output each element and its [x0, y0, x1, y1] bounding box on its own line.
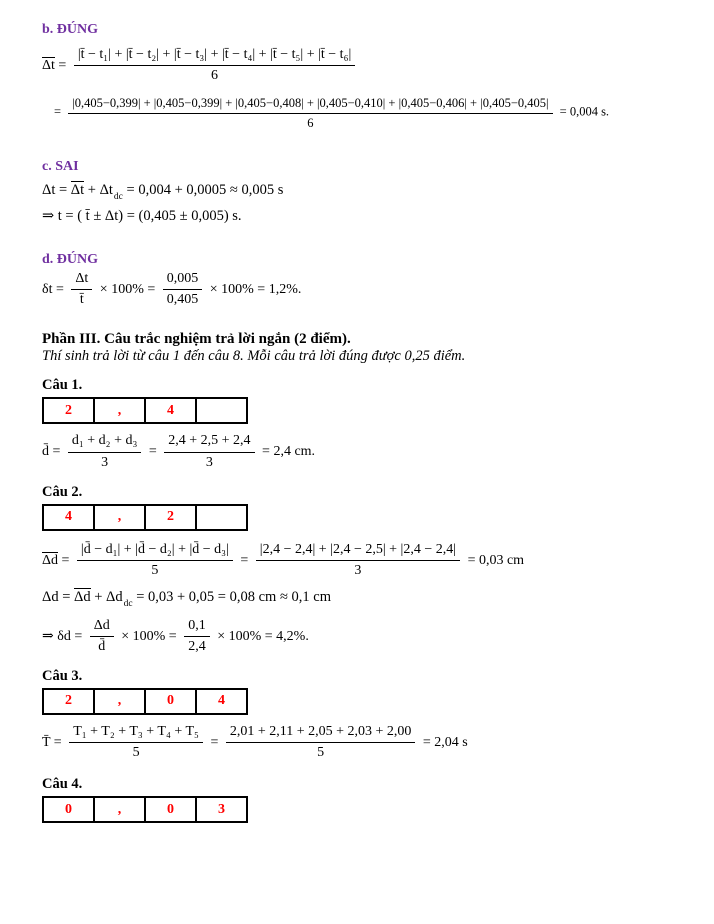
fraction-denominator: 3 [354, 563, 362, 578]
formula-result: = 0,03 cm [467, 552, 525, 568]
fraction-numerator: |d̄ − d₁| + |d̄ − d₂| + |d̄ − d₃| [77, 541, 233, 561]
answer-cell: , [93, 796, 146, 823]
delta-d-equals: ⇒ δd = [42, 628, 83, 644]
q1-answer-box [42, 397, 704, 424]
d-mean-equals: d̄ = [42, 444, 61, 460]
section-d-heading: d. ĐÚNG [42, 252, 99, 268]
fraction-denominator: 6 [307, 115, 314, 130]
q3-answer-box [42, 688, 704, 715]
dt-mean-symbol: Δt [42, 57, 55, 73]
section-c-heading: c. SAI [42, 158, 79, 174]
formula-result: × 100% = 4,2%. [217, 628, 309, 644]
dt-equals: Δt = [42, 181, 71, 198]
answer-cell: 4 [144, 397, 197, 424]
formula-d-mean [42, 432, 704, 471]
formula-dd-mean [42, 541, 704, 580]
fraction-denominator: 6 [211, 68, 219, 84]
fraction-denominator: d̄ [98, 638, 106, 654]
instrument-subscript: dc [123, 599, 133, 610]
answer-cell: , [93, 688, 146, 715]
fraction-denominator: 5 [151, 563, 159, 578]
answer-cell: 4 [42, 504, 95, 531]
answer-cell [195, 397, 248, 424]
fraction-denominator: 0,405 [166, 292, 199, 308]
answer-cell: 2 [42, 397, 95, 424]
fraction-symbolic [68, 432, 141, 471]
q2-answer-box [42, 504, 704, 531]
answer-cell: 2 [144, 504, 197, 531]
plus-dd-instrument: + Δd [90, 589, 123, 606]
fraction-denominator: 3 [101, 454, 109, 470]
plus-dt-instrument: + Δt [84, 181, 113, 198]
formula-dt-total [42, 181, 704, 203]
fraction-numerator: d₁ + d₂ + d₃ [68, 432, 141, 452]
dd-mean-symbol: Δd [74, 589, 91, 606]
formula-dt-mean-definition [42, 46, 704, 85]
dt-mean-symbol: Δt [70, 181, 85, 198]
fraction-numeric [184, 617, 210, 656]
fraction-numerator: 0,1 [184, 617, 210, 637]
fraction-numerator: Δd [90, 617, 114, 637]
fraction-numeric [68, 95, 552, 131]
fraction-numeric [163, 270, 203, 309]
answer-cell: 0 [42, 796, 95, 823]
formula-dt-mean-values [54, 95, 704, 131]
formula-result: = 0,004 s. [559, 105, 610, 119]
equals-sign: = [240, 552, 249, 568]
instrument-subscript: dc [113, 191, 123, 202]
formula-result: = 2,04 s [422, 734, 468, 750]
fraction-symbolic [77, 541, 233, 580]
formula-result: × 100% = 1,2%. [209, 281, 302, 297]
formula-dd-total [42, 588, 704, 610]
q2-label: Câu 2. [42, 483, 83, 500]
times-100-equals: × 100% = [99, 281, 156, 297]
part3-instruction: Thí sinh trả lời từ câu 1 đến câu 8. Mỗi câu trả lời đúng được 0,25 điểm. [42, 348, 466, 365]
answer-cell: , [93, 397, 146, 424]
fraction-symbolic [71, 270, 92, 309]
formula-result: = 2,4 cm. [262, 444, 316, 460]
fraction-symbolic [74, 46, 355, 85]
delta-t-equals: δt = [42, 281, 64, 297]
fraction-numerator: 0,005 [163, 270, 203, 290]
fraction-numerator: 2,4 + 2,5 + 2,4 [164, 432, 254, 452]
answer-cell: , [93, 504, 146, 531]
answer-cell: 0 [144, 796, 197, 823]
fraction-denominator: 5 [132, 745, 140, 761]
formula-T-mean [42, 723, 704, 762]
T-mean-equals: T̄ = [42, 734, 62, 750]
equals-sign: = [54, 105, 62, 119]
q3-label: Câu 3. [42, 667, 83, 684]
fraction-numerator: T₁ + T₂ + T₃ + T₄ + T₅ [69, 723, 203, 743]
fraction-numerator: 2,01 + 2,11 + 2,05 + 2,03 + 2,00 [226, 723, 416, 743]
answer-cell [195, 504, 248, 531]
fraction-symbolic [90, 617, 114, 656]
q4-answer-box [42, 796, 704, 823]
fraction-numerator: |0,405−0,399| + |0,405−0,399| + |0,405−0,408| + |0,405−0,410| + |0,405−0,406| + |0,405−0,405| [68, 95, 552, 113]
fraction-symbolic [69, 723, 203, 762]
fraction-numeric [226, 723, 416, 762]
dd-equals: Δd = [42, 589, 75, 606]
formula-t-result: ⇒ t = ( t̄ ± Δt) = (0,405 ± 0,005) s. [42, 208, 242, 225]
formula-relative-error-d [42, 617, 704, 656]
section-b-heading: b. ĐÚNG [42, 22, 99, 37]
answer-cell: 0 [144, 688, 197, 715]
answer-cell: 3 [195, 796, 248, 823]
equals-sign: = [58, 57, 67, 73]
q4-label: Câu 4. [42, 776, 83, 793]
dd-total-values: = 0,03 + 0,05 = 0,08 cm ≈ 0,1 cm [132, 589, 331, 606]
part3-title: Phần III. Câu trắc nghiệm trả lời ngắn (2 điểm). [42, 331, 351, 348]
dd-mean-symbol: Δd [42, 552, 59, 568]
equals-sign: = [210, 734, 219, 750]
fraction-numeric [164, 432, 254, 471]
fraction-denominator: 5 [317, 745, 325, 761]
answer-cell: 2 [42, 688, 95, 715]
fraction-denominator: t̄ [79, 292, 84, 308]
fraction-numerator: |t̄ − t₁| + |t̄ − t₂| + |t̄ − t₃| + |t̄ − t₄| + |t̄ − t₅| + |t̄ − t₆| [74, 46, 355, 66]
fraction-denominator: 2,4 [188, 638, 206, 654]
times-100-equals: × 100% = [121, 628, 177, 644]
formula-relative-error-t [42, 270, 704, 309]
fraction-numerator: Δt [71, 270, 92, 290]
fraction-numeric [256, 541, 460, 580]
dt-total-values: = 0,004 + 0,0005 ≈ 0,005 s [122, 181, 284, 198]
equals-sign: = [61, 552, 70, 568]
fraction-numerator: |2,4 − 2,4| + |2,4 − 2,5| + |2,4 − 2,4| [256, 541, 460, 561]
fraction-denominator: 3 [205, 454, 213, 470]
equals-sign: = [148, 444, 157, 460]
q1-label: Câu 1. [42, 377, 83, 394]
answer-cell: 4 [195, 688, 248, 715]
